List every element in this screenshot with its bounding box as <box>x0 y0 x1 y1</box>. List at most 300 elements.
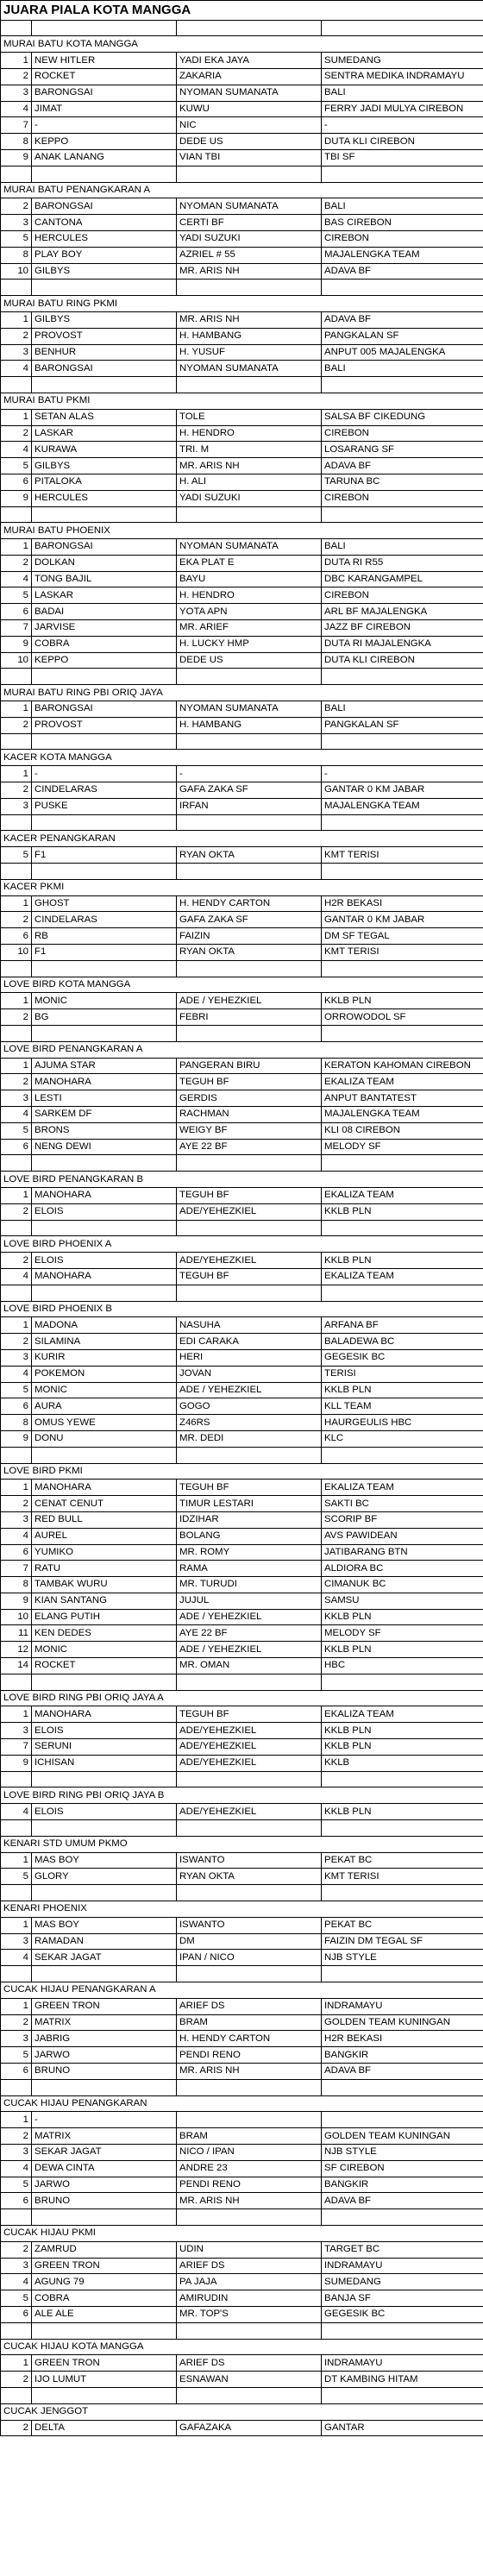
bird-name-cell[interactable]: YUMIKO <box>32 1544 177 1561</box>
team-cell[interactable]: INDRAMAYU <box>322 1998 483 2014</box>
owner-cell[interactable]: ZAKARIA <box>177 68 322 85</box>
team-cell[interactable]: ARFANA BF <box>322 1317 483 1334</box>
owner-cell[interactable]: CERTI BF <box>177 215 322 231</box>
bird-name-cell[interactable]: - <box>32 117 177 134</box>
team-cell[interactable]: KLL TEAM <box>322 1398 483 1415</box>
empty-cell[interactable] <box>177 2079 322 2095</box>
owner-cell[interactable]: MR. TURUDI <box>177 1577 322 1593</box>
empty-cell[interactable] <box>177 1966 322 1982</box>
rank-cell[interactable]: 6 <box>1 1544 32 1561</box>
bird-name-cell[interactable]: MONIC <box>32 993 177 1009</box>
rank-cell[interactable]: 3 <box>1 85 32 101</box>
bird-name-cell[interactable]: NEW HITLER <box>32 53 177 69</box>
bird-name-cell[interactable]: KEPPO <box>32 134 177 150</box>
rank-cell[interactable]: 11 <box>1 1625 32 1642</box>
empty-cell[interactable] <box>177 864 322 880</box>
rank-cell[interactable]: 4 <box>1 2160 32 2177</box>
owner-cell[interactable]: ADE/YEHEZKIEL <box>177 1739 322 1756</box>
team-cell[interactable]: KKLB PLN <box>322 1723 483 1739</box>
bird-name-cell[interactable]: - <box>32 766 177 782</box>
empty-cell[interactable] <box>322 1885 483 1901</box>
team-cell[interactable]: CIMANUK BC <box>322 1577 483 1593</box>
rank-cell[interactable]: 3 <box>1 1511 32 1528</box>
rank-cell[interactable]: 9 <box>1 1755 32 1771</box>
bird-name-cell[interactable]: ZAMRUD <box>32 2241 177 2258</box>
bird-name-cell[interactable]: BG <box>32 1009 177 1026</box>
empty-cell[interactable] <box>1 1674 32 1690</box>
rank-cell[interactable]: 2 <box>1 1009 32 1026</box>
bird-name-cell[interactable]: COBRA <box>32 636 177 652</box>
team-cell[interactable]: BALI <box>322 701 483 718</box>
bird-name-cell[interactable]: F1 <box>32 847 177 864</box>
owner-cell[interactable]: RACHMAN <box>177 1106 322 1122</box>
section-title[interactable]: KENARI PHOENIX <box>1 1901 483 1918</box>
team-cell[interactable]: H2R BEKASI <box>322 895 483 912</box>
owner-cell[interactable]: ESNAWAN <box>177 2372 322 2388</box>
empty-cell[interactable] <box>177 2209 322 2226</box>
section-title[interactable]: KENARI STD UMUM PKMO <box>1 1836 483 1852</box>
team-cell[interactable]: DUTA RI R55 <box>322 555 483 571</box>
rank-cell[interactable]: 2 <box>1 328 32 344</box>
rank-cell[interactable]: 2 <box>1 425 32 442</box>
empty-cell[interactable] <box>1 1220 32 1236</box>
empty-cell[interactable] <box>1 960 32 977</box>
bird-name-cell[interactable]: KURAWA <box>32 442 177 458</box>
empty-cell[interactable] <box>177 733 322 750</box>
team-cell[interactable]: HBC <box>322 1658 483 1674</box>
team-cell[interactable]: EKALIZA TEAM <box>322 1074 483 1090</box>
bird-name-cell[interactable]: KURIR <box>32 1349 177 1366</box>
owner-cell[interactable]: ARIEF DS <box>177 2258 322 2274</box>
bird-name-cell[interactable]: MANOHARA <box>32 1074 177 1090</box>
owner-cell[interactable]: EKA PLAT E <box>177 555 322 571</box>
section-title[interactable]: MURAI BATU PENANGKARAN A <box>1 182 483 198</box>
bird-name-cell[interactable]: MANOHARA <box>32 1187 177 1203</box>
owner-cell[interactable]: TEGUH BF <box>177 1074 322 1090</box>
rank-cell[interactable]: 2 <box>1 1253 32 1269</box>
owner-cell[interactable]: JOVAN <box>177 1366 322 1382</box>
bird-name-cell[interactable]: COBRA <box>32 2290 177 2307</box>
team-cell[interactable]: TERISI <box>322 1366 483 1382</box>
rank-cell[interactable]: 8 <box>1 134 32 150</box>
bird-name-cell[interactable]: BARONGSAI <box>32 85 177 101</box>
team-cell[interactable]: ANPUT 005 MAJALENGKA <box>322 344 483 361</box>
rank-cell[interactable]: 8 <box>1 247 32 263</box>
owner-cell[interactable]: ADE/YEHEZKIEL <box>177 1804 322 1820</box>
owner-cell[interactable]: YADI SUZUKI <box>177 230 322 247</box>
rank-cell[interactable]: 2 <box>1 1203 32 1220</box>
bird-name-cell[interactable]: MANOHARA <box>32 1268 177 1285</box>
owner-cell[interactable]: H. ALI <box>177 474 322 490</box>
empty-cell[interactable] <box>32 377 177 393</box>
empty-cell[interactable] <box>1 1447 32 1463</box>
team-cell[interactable]: KLI 08 CIREBON <box>322 1122 483 1139</box>
owner-cell[interactable]: YADI EKA JAYA <box>177 53 322 69</box>
team-cell[interactable]: DM SF TEGAL <box>322 928 483 945</box>
bird-name-cell[interactable]: MANOHARA <box>32 1480 177 1496</box>
team-cell[interactable]: H2R BEKASI <box>322 2031 483 2047</box>
team-cell[interactable]: PEKAT BC <box>322 1917 483 1933</box>
rank-cell[interactable]: 1 <box>1 311 32 328</box>
empty-cell[interactable] <box>32 506 177 523</box>
owner-cell[interactable]: ISWANTO <box>177 1852 322 1869</box>
bird-name-cell[interactable]: IJO LUMUT <box>32 2372 177 2388</box>
rank-cell[interactable]: 5 <box>1 2290 32 2307</box>
empty-cell[interactable] <box>322 1447 483 1463</box>
rank-cell[interactable]: 3 <box>1 2144 32 2160</box>
empty-cell[interactable] <box>1 1285 32 1301</box>
empty-cell[interactable] <box>322 1285 483 1301</box>
owner-cell[interactable]: NYOMAN SUMANATA <box>177 85 322 101</box>
empty-cell[interactable] <box>177 1771 322 1787</box>
team-cell[interactable]: ADAVA BF <box>322 2193 483 2209</box>
bird-name-cell[interactable]: DOLKAN <box>32 555 177 571</box>
rank-cell[interactable]: 4 <box>1 1268 32 1285</box>
bird-name-cell[interactable]: BADAI <box>32 604 177 620</box>
rank-cell[interactable]: 2 <box>1 1496 32 1512</box>
owner-cell[interactable]: AYE 22 BF <box>177 1139 322 1155</box>
empty-cell[interactable] <box>1 1771 32 1787</box>
owner-cell[interactable]: MR. ARIS NH <box>177 2193 322 2209</box>
owner-cell[interactable]: MR. ARIS NH <box>177 311 322 328</box>
bird-name-cell[interactable]: HERCULES <box>32 490 177 506</box>
bird-name-cell[interactable]: - <box>32 2112 177 2128</box>
bird-name-cell[interactable]: ROCKET <box>32 68 177 85</box>
empty-cell[interactable] <box>32 280 177 296</box>
team-cell[interactable]: GANTAR <box>322 2420 483 2436</box>
owner-cell[interactable] <box>177 2112 322 2128</box>
rank-cell[interactable]: 7 <box>1 117 32 134</box>
team-cell[interactable]: MAJALENGKA TEAM <box>322 798 483 814</box>
owner-cell[interactable]: NYOMAN SUMANATA <box>177 539 322 556</box>
rank-cell[interactable]: 2 <box>1 1074 32 1090</box>
rank-cell[interactable]: 12 <box>1 1642 32 1658</box>
team-cell[interactable]: BALI <box>322 198 483 215</box>
page-title[interactable]: JUARA PIALA KOTA MANGGA <box>1 1 483 21</box>
rank-cell[interactable]: 2 <box>1 198 32 215</box>
owner-cell[interactable]: H. HAMBANG <box>177 717 322 733</box>
bird-name-cell[interactable]: NENG DEWI <box>32 1139 177 1155</box>
team-cell[interactable]: BALADEWA BC <box>322 1334 483 1350</box>
owner-cell[interactable]: GAFA ZAKA SF <box>177 782 322 799</box>
owner-cell[interactable]: NYOMAN SUMANATA <box>177 198 322 215</box>
bird-name-cell[interactable]: GLORY <box>32 1869 177 1885</box>
owner-cell[interactable]: MR. ARIS NH <box>177 2064 322 2080</box>
owner-cell[interactable]: MR. DEDI <box>177 1430 322 1447</box>
owner-cell[interactable]: IPAN / NICO <box>177 1950 322 1966</box>
bird-name-cell[interactable]: MAS BOY <box>32 1852 177 1869</box>
rank-cell[interactable]: 6 <box>1 928 32 945</box>
owner-cell[interactable]: BRAM <box>177 2014 322 2031</box>
empty-cell[interactable] <box>1 1026 32 1042</box>
team-cell[interactable]: KKLB PLN <box>322 1382 483 1398</box>
owner-cell[interactable]: TIMUR LESTARI <box>177 1496 322 1512</box>
bird-name-cell[interactable]: CENAT CENUT <box>32 1496 177 1512</box>
owner-cell[interactable]: H. HENDRO <box>177 587 322 604</box>
section-title[interactable]: LOVE BIRD PENANGKARAN B <box>1 1172 483 1188</box>
empty-cell[interactable] <box>177 960 322 977</box>
owner-cell[interactable]: NYOMAN SUMANATA <box>177 701 322 718</box>
team-cell[interactable]: KKLB PLN <box>322 1804 483 1820</box>
bird-name-cell[interactable]: PITALOKA <box>32 474 177 490</box>
empty-cell[interactable] <box>32 166 177 182</box>
owner-cell[interactable]: TEGUH BF <box>177 1480 322 1496</box>
empty-cell[interactable] <box>1 814 32 831</box>
bird-name-cell[interactable]: SEKAR JAGAT <box>32 2144 177 2160</box>
owner-cell[interactable]: H. YUSUF <box>177 344 322 361</box>
rank-cell[interactable]: 6 <box>1 2306 32 2322</box>
team-cell[interactable]: ORROWODOL SF <box>322 1009 483 1026</box>
section-title[interactable]: CUCAK HIJAU PENANGKARAN <box>1 2095 483 2112</box>
rank-cell[interactable]: 9 <box>1 149 32 166</box>
rank-cell[interactable]: 2 <box>1 717 32 733</box>
owner-cell[interactable]: PANGERAN BIRU <box>177 1058 322 1074</box>
empty-cell[interactable] <box>322 669 483 685</box>
team-cell[interactable]: BALI <box>322 539 483 556</box>
team-cell[interactable]: KMT TERISI <box>322 1869 483 1885</box>
section-title[interactable]: KACER PKMI <box>1 879 483 895</box>
owner-cell[interactable]: NIC <box>177 117 322 134</box>
rank-cell[interactable]: 1 <box>1 1998 32 2014</box>
bird-name-cell[interactable]: LASKAR <box>32 587 177 604</box>
section-title[interactable]: KACER KOTA MANGGA <box>1 750 483 766</box>
bird-name-cell[interactable]: AGUNG 79 <box>32 2274 177 2290</box>
owner-cell[interactable]: RAMA <box>177 1561 322 1577</box>
rank-cell[interactable]: 1 <box>1 701 32 718</box>
empty-cell[interactable] <box>177 1285 322 1301</box>
owner-cell[interactable]: ADE / YEHEZKIEL <box>177 1609 322 1625</box>
rank-cell[interactable]: 6 <box>1 2193 32 2209</box>
rank-cell[interactable]: 4 <box>1 361 32 377</box>
bird-name-cell[interactable]: GREEN TRON <box>32 2355 177 2372</box>
bird-name-cell[interactable]: TONG BAJIL <box>32 571 177 587</box>
empty-cell[interactable] <box>1 280 32 296</box>
owner-cell[interactable]: PENDI RENO <box>177 2047 322 2064</box>
bird-name-cell[interactable]: BARONGSAI <box>32 539 177 556</box>
empty-cell[interactable] <box>1 506 32 523</box>
rank-cell[interactable]: 5 <box>1 1382 32 1398</box>
team-cell[interactable]: ADAVA BF <box>322 311 483 328</box>
team-cell[interactable]: KKLB PLN <box>322 1739 483 1756</box>
rank-cell[interactable]: 4 <box>1 1950 32 1966</box>
rank-cell[interactable]: 4 <box>1 1366 32 1382</box>
team-cell[interactable]: - <box>322 117 483 134</box>
bird-name-cell[interactable]: SARKEM DF <box>32 1106 177 1122</box>
rank-cell[interactable]: 3 <box>1 344 32 361</box>
section-title[interactable]: LOVE BIRD KOTA MANGGA <box>1 977 483 993</box>
empty-cell[interactable] <box>322 377 483 393</box>
bird-name-cell[interactable]: JARWO <box>32 2047 177 2064</box>
rank-cell[interactable]: 5 <box>1 1869 32 1885</box>
bird-name-cell[interactable]: MATRIX <box>32 2128 177 2145</box>
team-cell[interactable]: CIREBON <box>322 425 483 442</box>
team-cell[interactable]: SENTRA MEDIKA INDRAMAYU <box>322 68 483 85</box>
team-cell[interactable]: KLC <box>322 1430 483 1447</box>
empty-cell[interactable] <box>1 1155 32 1172</box>
team-cell[interactable]: BANGKIR <box>322 2047 483 2064</box>
empty-cell[interactable] <box>322 1026 483 1042</box>
rank-cell[interactable]: 3 <box>1 798 32 814</box>
team-cell[interactable]: SF CIREBON <box>322 2160 483 2177</box>
team-cell[interactable]: CIREBON <box>322 490 483 506</box>
empty-cell[interactable] <box>322 1220 483 1236</box>
owner-cell[interactable]: JUJUL <box>177 1593 322 1609</box>
empty-cell[interactable] <box>1 377 32 393</box>
bird-name-cell[interactable]: BARONGSAI <box>32 198 177 215</box>
team-cell[interactable]: KMT TERISI <box>322 945 483 961</box>
rank-cell[interactable]: 1 <box>1 53 32 69</box>
team-cell[interactable]: SALSA BF CIKEDUNG <box>322 409 483 425</box>
team-cell[interactable]: ADAVA BF <box>322 2064 483 2080</box>
bird-name-cell[interactable]: TAMBAK WURU <box>32 1577 177 1593</box>
empty-cell[interactable] <box>1 1885 32 1901</box>
section-title[interactable]: MURAI BATU PKMI <box>1 393 483 409</box>
team-cell[interactable]: DT KAMBING HITAM <box>322 2372 483 2388</box>
bird-name-cell[interactable]: BRUNO <box>32 2064 177 2080</box>
rank-cell[interactable]: 1 <box>1 1852 32 1869</box>
bird-name-cell[interactable]: RATU <box>32 1561 177 1577</box>
owner-cell[interactable]: ADE/YEHEZKIEL <box>177 1203 322 1220</box>
rank-cell[interactable]: 5 <box>1 2047 32 2064</box>
empty-cell[interactable] <box>322 733 483 750</box>
empty-cell[interactable] <box>322 2079 483 2095</box>
section-title[interactable]: LOVE BIRD RING PBI ORIQ JAYA A <box>1 1690 483 1706</box>
owner-cell[interactable]: FAIZIN <box>177 928 322 945</box>
team-cell[interactable]: ADAVA BF <box>322 263 483 280</box>
rank-cell[interactable]: 1 <box>1 895 32 912</box>
empty-cell[interactable] <box>177 1220 322 1236</box>
team-cell[interactable]: KKLB PLN <box>322 993 483 1009</box>
owner-cell[interactable]: AZRIEL # 55 <box>177 247 322 263</box>
team-cell[interactable]: JAZZ BF CIREBON <box>322 620 483 637</box>
empty-cell[interactable] <box>1 669 32 685</box>
empty-cell[interactable] <box>1 20 32 36</box>
bird-name-cell[interactable]: F1 <box>32 945 177 961</box>
owner-cell[interactable]: ADE / YEHEZKIEL <box>177 993 322 1009</box>
owner-cell[interactable]: NICO / IPAN <box>177 2144 322 2160</box>
team-cell[interactable]: FAIZIN DM TEGAL SF <box>322 1933 483 1950</box>
bird-name-cell[interactable]: OMUS YEWE <box>32 1415 177 1431</box>
empty-cell[interactable] <box>322 1966 483 1982</box>
team-cell[interactable]: CIREBON <box>322 230 483 247</box>
rank-cell[interactable]: 2 <box>1 2241 32 2258</box>
rank-cell[interactable]: 1 <box>1 1917 32 1933</box>
rank-cell[interactable]: 9 <box>1 1593 32 1609</box>
rank-cell[interactable]: 7 <box>1 620 32 637</box>
empty-cell[interactable] <box>177 1155 322 1172</box>
bird-name-cell[interactable]: MANOHARA <box>32 1706 177 1723</box>
owner-cell[interactable]: TEGUH BF <box>177 1706 322 1723</box>
bird-name-cell[interactable]: MONIC <box>32 1382 177 1398</box>
bird-name-cell[interactable]: KIAN SANTANG <box>32 1593 177 1609</box>
owner-cell[interactable]: RYAN OKTA <box>177 945 322 961</box>
rank-cell[interactable]: 5 <box>1 2177 32 2193</box>
empty-cell[interactable] <box>32 2322 177 2339</box>
rank-cell[interactable]: 1 <box>1 766 32 782</box>
owner-cell[interactable]: GERDIS <box>177 1090 322 1107</box>
owner-cell[interactable]: H. HENDY CARTON <box>177 2031 322 2047</box>
owner-cell[interactable]: H. HENDRO <box>177 425 322 442</box>
owner-cell[interactable]: ADE / YEHEZKIEL <box>177 1382 322 1398</box>
team-cell[interactable]: SCORIP BF <box>322 1511 483 1528</box>
empty-cell[interactable] <box>32 1674 177 1690</box>
empty-cell[interactable] <box>32 1966 177 1982</box>
bird-name-cell[interactable]: RED BULL <box>32 1511 177 1528</box>
rank-cell[interactable]: 6 <box>1 1139 32 1155</box>
team-cell[interactable]: TARUNA BC <box>322 474 483 490</box>
owner-cell[interactable]: ADE / YEHEZKIEL <box>177 1642 322 1658</box>
team-cell[interactable]: INDRAMAYU <box>322 2258 483 2274</box>
rank-cell[interactable]: 1 <box>1 2112 32 2128</box>
empty-cell[interactable] <box>177 166 322 182</box>
owner-cell[interactable]: WEIGY BF <box>177 1122 322 1139</box>
team-cell[interactable]: KKLB PLN <box>322 1642 483 1658</box>
rank-cell[interactable]: 3 <box>1 1349 32 1366</box>
team-cell[interactable]: KKLB <box>322 1755 483 1771</box>
section-title[interactable]: LOVE BIRD PHOENIX B <box>1 1301 483 1317</box>
empty-cell[interactable] <box>322 506 483 523</box>
rank-cell[interactable]: 4 <box>1 1106 32 1122</box>
bird-name-cell[interactable]: SERUNI <box>32 1739 177 1756</box>
team-cell[interactable]: TARGET BC <box>322 2241 483 2258</box>
bird-name-cell[interactable]: BRUNO <box>32 2193 177 2209</box>
bird-name-cell[interactable]: ICHISAN <box>32 1755 177 1771</box>
bird-name-cell[interactable]: AURA <box>32 1398 177 1415</box>
rank-cell[interactable]: 2 <box>1 2420 32 2436</box>
rank-cell[interactable]: 1 <box>1 1317 32 1334</box>
bird-name-cell[interactable]: AUREL <box>32 1528 177 1544</box>
team-cell[interactable]: BANGKIR <box>322 2177 483 2193</box>
team-cell[interactable]: KKLB PLN <box>322 1609 483 1625</box>
bird-name-cell[interactable]: GILBYS <box>32 311 177 328</box>
rank-cell[interactable]: 7 <box>1 1561 32 1577</box>
bird-name-cell[interactable]: ALE ALE <box>32 2306 177 2322</box>
team-cell[interactable]: BALI <box>322 85 483 101</box>
owner-cell[interactable]: YADI SUZUKI <box>177 490 322 506</box>
bird-name-cell[interactable]: RAMADAN <box>32 1933 177 1950</box>
rank-cell[interactable]: 7 <box>1 1739 32 1756</box>
team-cell[interactable]: BAS CIREBON <box>322 215 483 231</box>
team-cell[interactable]: MAJALENGKA TEAM <box>322 1106 483 1122</box>
team-cell[interactable]: TBI SF <box>322 149 483 166</box>
owner-cell[interactable]: RYAN OKTA <box>177 1869 322 1885</box>
team-cell[interactable]: INDRAMAYU <box>322 2355 483 2372</box>
owner-cell[interactable]: Z46RS <box>177 1415 322 1431</box>
team-cell[interactable]: NJB STYLE <box>322 1950 483 1966</box>
empty-cell[interactable] <box>32 1220 177 1236</box>
empty-cell[interactable] <box>32 2387 177 2403</box>
empty-cell[interactable] <box>1 2209 32 2226</box>
team-cell[interactable]: EKALIZA TEAM <box>322 1706 483 1723</box>
empty-cell[interactable] <box>322 166 483 182</box>
section-title[interactable]: MURAI BATU RING PKMI <box>1 296 483 312</box>
empty-cell[interactable] <box>1 2322 32 2339</box>
empty-cell[interactable] <box>322 20 483 36</box>
team-cell[interactable]: KMT TERISI <box>322 847 483 864</box>
team-cell[interactable]: EKALIZA TEAM <box>322 1480 483 1496</box>
team-cell[interactable]: SUMEDANG <box>322 53 483 69</box>
bird-name-cell[interactable]: ELOIS <box>32 1253 177 1269</box>
rank-cell[interactable]: 4 <box>1 571 32 587</box>
section-title[interactable]: CUCAK HIJAU KOTA MANGGA <box>1 2339 483 2355</box>
team-cell[interactable]: EKALIZA TEAM <box>322 1187 483 1203</box>
bird-name-cell[interactable]: GILBYS <box>32 458 177 474</box>
owner-cell[interactable]: RYAN OKTA <box>177 847 322 864</box>
empty-cell[interactable] <box>177 1026 322 1042</box>
owner-cell[interactable]: TEGUH BF <box>177 1187 322 1203</box>
rank-cell[interactable]: 1 <box>1 539 32 556</box>
owner-cell[interactable]: TRI. M <box>177 442 322 458</box>
